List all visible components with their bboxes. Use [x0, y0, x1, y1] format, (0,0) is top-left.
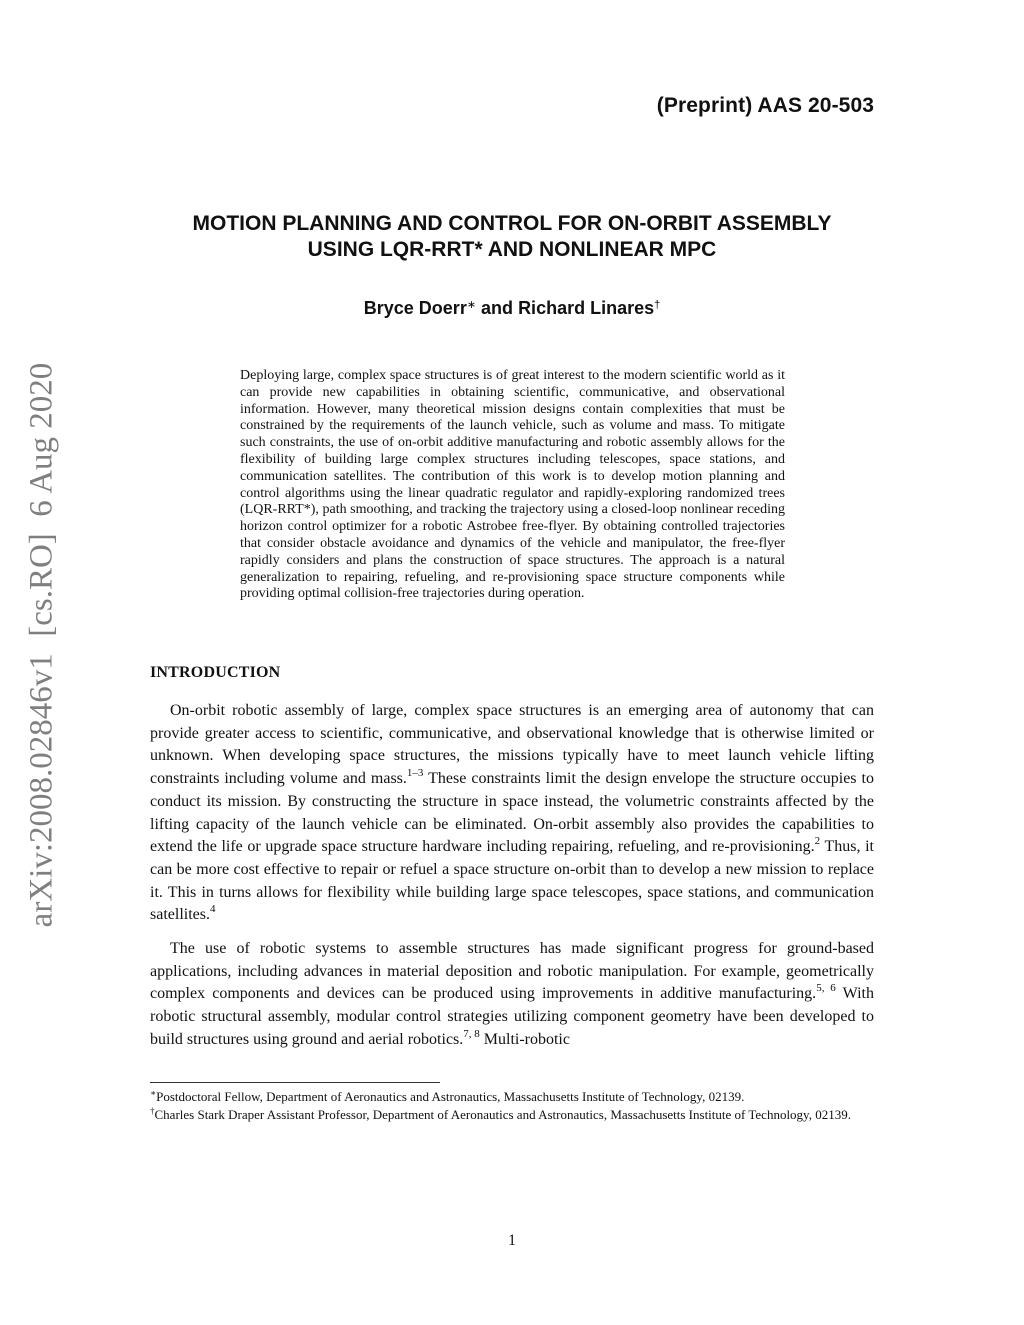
- author-1-footnote-mark: ∗: [466, 299, 477, 311]
- author-1-name: Bryce Doerr: [363, 298, 467, 318]
- author-2-name: Richard Linares: [518, 298, 655, 318]
- paragraph-text: These constraints limit the design envelope the structure occupies to conduct its mission. By constructing the structure in space instead, the volumetric constraints affected by the lifting capacity of the launch vehicle can be eliminated. On-orbit assembly also provides the capabilities to extend the life or upgrade space structure hardware including repairing, refueling, and re-provisioning.: [150, 770, 874, 856]
- footnote-2: [150, 1106, 874, 1124]
- abstract: Deploying large, complex space structures is of great interest to the modern scientific world as it can provide new capabilities in obtaining scientific, communicative, and observational information. However, many theoretical mission designs contain complexities that must be constrained by the requirements of the launch vehicle, such as volume and mass. To mitigate such constraints, the use of on-orbit additive manufacturing and robotic assembly allows for the flexibility of building large complex structures including telescopes, space stations, and communication satellites. The contribution of this work is to develop motion planning and control algorithms using the linear quadratic regulator and rapidly-exploring randomized trees (LQR-RRT*), path smoothing, and tracking the trajectory using a closed-loop nonlinear receding horizon control optimizer for a robotic Astrobee free-flyer. By obtaining controlled trajectories that consider obstacle avoidance and dynamics of the vehicle and manipulator, the free-flyer rapidly considers and plans the construction of space structures. The approach is a natural generalization to repairing, refueling, and re-provisioning space structure components while providing optimal collision-free trajectories during operation.: [240, 368, 785, 602]
- paper-title: [120, 211, 904, 263]
- author-joiner: and: [476, 298, 519, 318]
- footnote-2-text: Charles Stark Draper Assistant Professor, Department of Aeronautics and Astronautics, Massachusetts Institute of Technology, 02139.: [154, 1107, 851, 1122]
- footnote-1-text: Postdoctoral Fellow, Department of Aeronautics and Astronautics, Massachusetts Institute of Technology, 02139.: [156, 1089, 745, 1104]
- preprint-label: (Preprint) AAS 20-503: [656, 94, 874, 117]
- citation-ref: 5, 6: [816, 982, 836, 995]
- arxiv-stamp-text: arXiv:2008.02846v1 [cs.RO] 6 Aug 2020: [23, 362, 60, 928]
- citation-ref: 4: [209, 903, 216, 916]
- introduction-paragraph-1: [150, 700, 874, 927]
- paragraph-text: Thus, it can be more cost effective to repair or refuel a space structure on-orbit than to develop a new mission to replace it. This in turns allows for flexibility while building large space telescopes, space stations, and communication satellites.: [150, 838, 874, 924]
- paragraph-text: With robotic structural assembly, modular control strategies utilizing component geometry have been developed to build structures using ground and aerial robotics.: [150, 985, 874, 1048]
- introduction-paragraph-2: [150, 938, 874, 1052]
- author-list: [120, 298, 904, 319]
- page-number: 1: [508, 1232, 516, 1249]
- section-heading-introduction: INTRODUCTION: [150, 664, 281, 681]
- paragraph-text: Multi-robotic: [479, 1030, 570, 1048]
- paper-title-line-1: MOTION PLANNING AND CONTROL FOR ON-ORBIT ASSEMBLY: [192, 212, 832, 235]
- citation-ref: 7, 8: [463, 1027, 480, 1040]
- footnote-2-mark: †: [150, 1106, 155, 1116]
- footnote-divider: [150, 1082, 440, 1083]
- footnotes: [150, 1088, 874, 1124]
- citation-ref: 1–3: [406, 767, 424, 780]
- footnote-1-mark: ∗: [150, 1088, 157, 1098]
- citation-ref: 2: [814, 835, 821, 848]
- author-2-footnote-mark: †: [654, 299, 661, 311]
- paragraph-text: The use of robotic systems to assemble structures has made significant progress for ground-based applications, including advances in material deposition and robotic manipulation. For example, geometrically complex components and devices can be produced using improvements in additive manufacturing.: [150, 940, 874, 1003]
- paper-title-line-2: USING LQR-RRT* AND NONLINEAR MPC: [307, 238, 717, 261]
- footnote-1: [150, 1088, 874, 1106]
- introduction-body: [150, 700, 874, 1052]
- paragraph-text: On-orbit robotic assembly of large, complex space structures is an emerging area of autonomy that can provide greater access to scientific, communicative, and observational knowledge that is otherwise limited or unknown. When developing space structures, the missions typically have to meet launch vehicle lifting constraints including volume and mass.: [150, 702, 874, 788]
